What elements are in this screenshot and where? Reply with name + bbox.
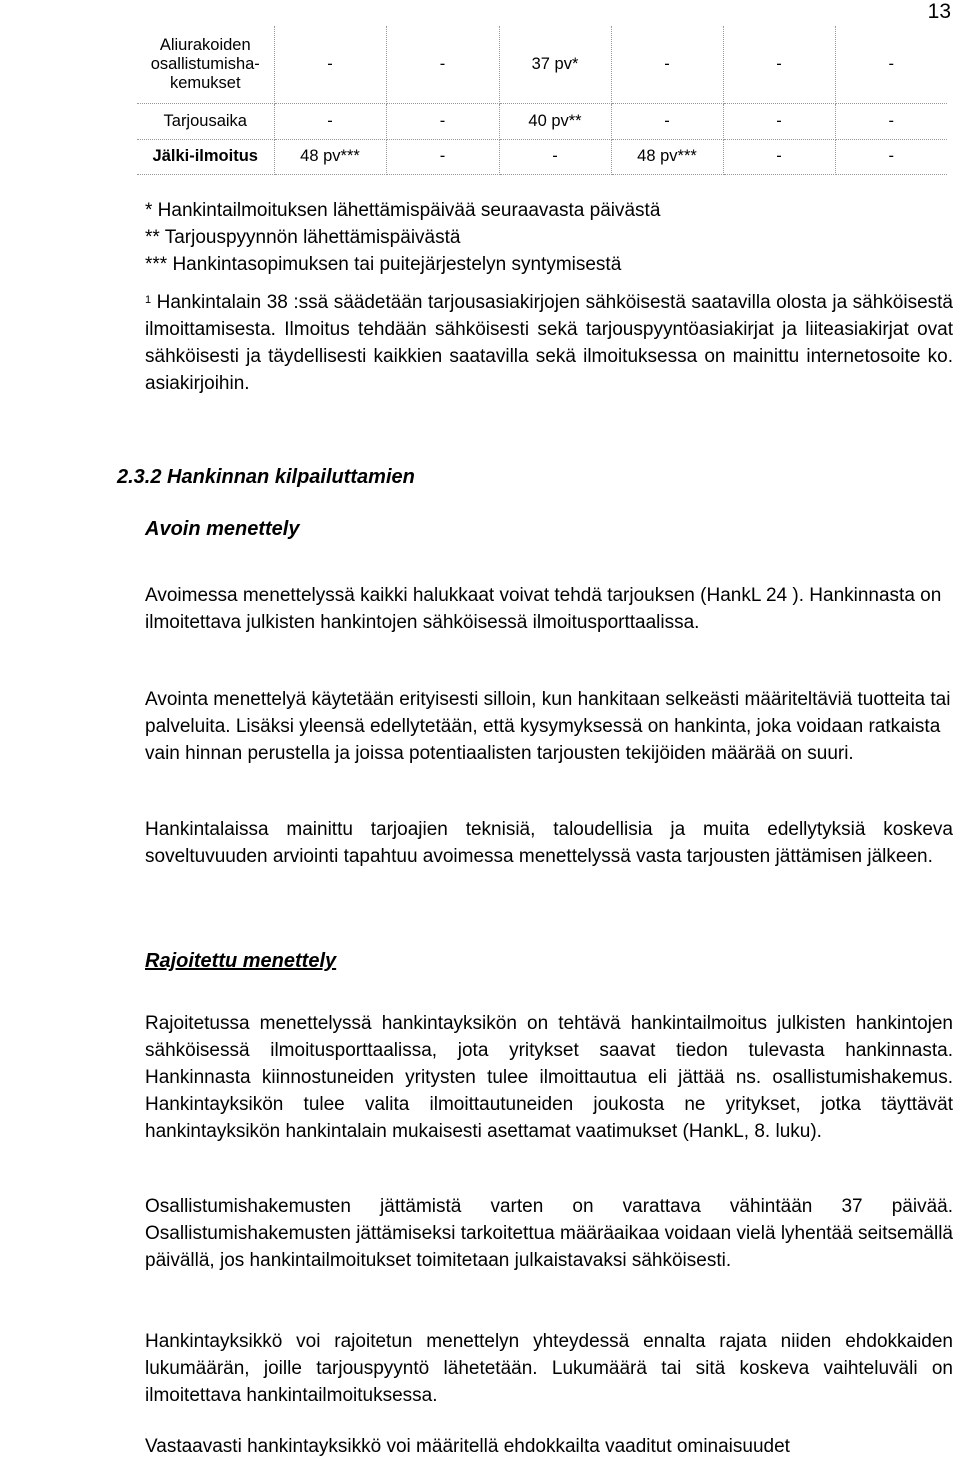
table-cell: -: [386, 26, 499, 103]
paragraph: Hankintayksikkö voi rajoitetun menettelyn yhteydessä ennalta rajata niiden ehdokkaiden lukumäärän, joille tarjouspyyntö lähetetään. Lukumäärä tai sitä koskeva vaihteluväli on ilmoitettava hankintailmoituksessa.: [145, 1331, 953, 1406]
table-cell: -: [499, 139, 611, 174]
table-cell: -: [274, 103, 386, 139]
table-cell: -: [386, 103, 499, 139]
row-header: Jälki-ilmoitus: [137, 139, 274, 174]
deadline-table: [137, 26, 947, 175]
paragraph: Rajoitetussa menettelyssä hankintayksikön on tehtävä hankintailmoitus julkisten hankintojen sähköisessä ilmoitusporttaalissa, jota yritykset saavat tiedon tulevasta hankinnasta. Hankinnasta kiinnostuneiden yritysten tulee ilmoittautua eli jättää ns. osallistumishakemus. Hankintayksikön tulee valita ilmoittautuneiden joukosta ne yritykset, jotka täyttävät hankintayksikön hankintalain mukaisesti asettamat vaatimukset (HankL, 8. luku).: [145, 1013, 953, 1142]
table-notes: [145, 197, 953, 397]
table-cell: -: [723, 103, 835, 139]
table-row: [137, 26, 947, 103]
table-cell: -: [386, 139, 499, 174]
table-cell: 37 pv*: [499, 26, 611, 103]
row-header: Tarjousaika: [137, 103, 274, 139]
footnote-mark: 1: [145, 294, 152, 306]
table-cell: -: [723, 26, 835, 103]
paragraph: Avointa menettelyä käytetään erityisesti silloin, kun hankitaan selkeästi määriteltäviä tuotteita tai palveluita. Lisäksi yleensä edellytetään, että kysymyksessä on hankinta, joka voidaan ratkaista vain hinnan perustella ja joissa potentiaalisten tarjousten tekijöiden määrää on suuri.: [145, 689, 951, 764]
table-cell: 48 pv***: [274, 139, 386, 174]
table-cell: -: [835, 26, 947, 103]
subheading-open: Avoin menettely: [145, 518, 300, 540]
table-cell: -: [723, 139, 835, 174]
paragraph: Osallistumishakemusten jättämistä varten on varattava vähintään 37 päivää. Osallistumishakemusten jättämiseksi tarkoitettua määräaikaa voidaan vielä lyhentää seitsemällä päivällä, jos hankintailmoitukset toimitetaan julkaistavaksi sähköisesti.: [145, 1196, 953, 1271]
note: * Hankintailmoituksen lähettämispäivää seuraavasta päivästä: [145, 200, 661, 221]
note: ** Tarjouspyynnön lähettämispäivästä: [145, 227, 461, 248]
table-row: [137, 139, 947, 174]
footnote: [145, 289, 953, 397]
footnote-text: Hankintalain 38 :ssä säädetään tarjousasiakirjojen sähköisestä saatavilla olosta ja sähköisestä ilmoittamisesta. Ilmoitus tehdään sähköisesti sekä tarjouspyyntöasiakirjat ja liiteasiakirjat ovat sähköisesti ja täydellisesti kaikkien saatavilla sekä ilmoituksessa on mainittu internetosoite ko. asiakirjoihin.: [145, 292, 953, 394]
section-heading: 2.3.2 Hankinnan kilpailuttamien: [117, 466, 415, 488]
note: *** Hankintasopimuksen tai puitejärjestelyn syntymisestä: [145, 254, 622, 275]
subheading-restricted: Rajoitettu menettely: [145, 950, 337, 972]
paragraph: Hankintalaissa mainittu tarjoajien teknisiä, taloudellisia ja muita edellytyksiä koskeva soveltuvuuden arviointi tapahtuu avoimessa menettelyssä vasta tarjousten jättämisen jälkeen.: [145, 819, 953, 867]
row-header: Aliurakoiden osallistumisha- kemukset: [137, 26, 274, 103]
table-cell: -: [835, 103, 947, 139]
table-cell: -: [274, 26, 386, 103]
paragraph: Avoimessa menettelyssä kaikki halukkaat voivat tehdä tarjouksen (HankL 24 ). Hankinnasta on ilmoitettava julkisten hankintojen sähköisessä ilmoitusporttaalissa.: [145, 585, 942, 633]
paragraph: Vastaavasti hankintayksikkö voi määritellä ehdokkailta vaaditut ominaisuudet: [145, 1436, 790, 1457]
table-cell: -: [611, 103, 723, 139]
table-cell: 48 pv***: [611, 139, 723, 174]
table-cell: -: [835, 139, 947, 174]
table-cell: 40 pv**: [499, 103, 611, 139]
table-row: [137, 103, 947, 139]
page-number: 13: [927, 0, 951, 23]
table-cell: -: [611, 26, 723, 103]
